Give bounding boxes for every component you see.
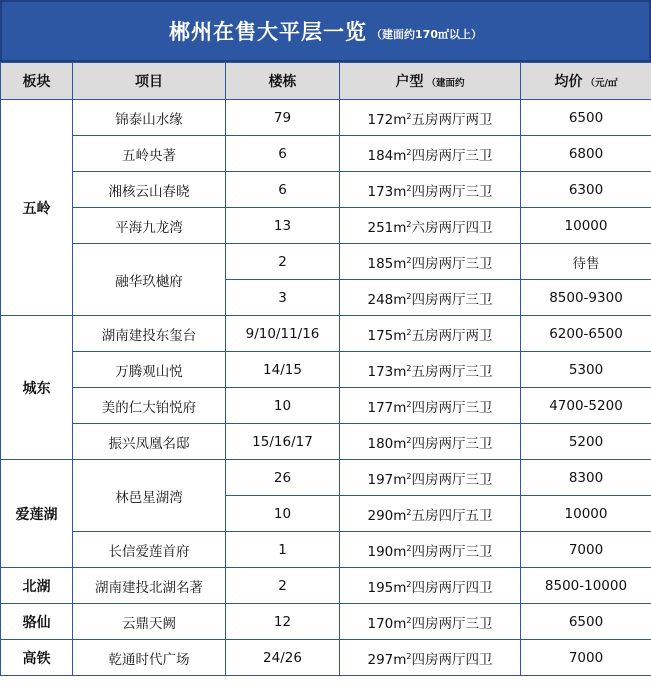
table-row [1,100,651,136]
building-cell: 14/15 [226,352,340,388]
area-unit: $m^2$ [393,651,412,668]
layout-cell [340,460,521,496]
building-cell: 13 [226,208,340,244]
building-cell: 9/10/11/16 [226,316,340,352]
price-cell: 7000 [521,532,651,568]
area-unit: $m^2$ [393,291,412,308]
area-unit: $m^2$ [393,543,412,560]
area-unit: $m^2$ [393,183,412,200]
layout-cell [340,244,521,280]
rooms-value: 四房两厅三卫 [411,399,493,416]
building-cell: 2 [226,568,340,604]
building-cell: 2 [226,244,340,280]
project-cell: 锦泰山水缘 [73,100,226,136]
layout-cell [340,316,521,352]
project-cell: 平海九龙湾 [73,208,226,244]
area-unit: $m^2$ [393,579,412,596]
area-value: 184 [367,147,394,164]
rooms-value: 四房两厅四卫 [411,651,493,668]
area-unit: $m^2$ [393,507,412,524]
area-unit: $m^2$ [393,399,412,416]
project-cell: 林邑星湖湾 [73,460,226,532]
project-cell: 万腾观山悦 [73,352,226,388]
table-row [1,424,651,460]
layout-cell [340,280,521,316]
price-cell: 5300 [521,352,651,388]
building-cell: 6 [226,172,340,208]
layout-cell [340,640,521,676]
area-value: 197 [367,471,394,488]
rooms-value: 五房两厅三卫 [411,363,493,380]
header-price-label: 均价 [554,74,583,90]
building-cell: 79 [226,100,340,136]
price-cell: 10000 [521,496,651,532]
header-layout [340,63,521,100]
area-value: 190 [367,543,394,560]
rooms-value: 四房两厅三卫 [411,255,493,272]
table-row [1,208,651,244]
building-cell: 1 [226,532,340,568]
table-row [1,460,651,496]
table-header-row [1,63,651,100]
project-cell: 湖南建投北湖名著 [73,568,226,604]
table-row [1,532,651,568]
title-bar [0,0,651,62]
area-value: 170 [367,615,394,632]
building-cell: 10 [226,496,340,532]
project-cell: 美的仁大铂悦府 [73,388,226,424]
rooms-value: 四房两厅四卫 [411,579,493,596]
area-value: 177 [367,399,394,416]
table-row [1,568,651,604]
price-cell: 8500-10000 [521,568,651,604]
header-price [521,63,651,100]
layout-cell [340,100,521,136]
area-unit: $m^2$ [393,219,412,236]
price-cell: 6200-6500 [521,316,651,352]
project-cell: 云鼎天阙 [73,604,226,640]
table-row [1,244,651,280]
area-unit: $m^2$ [393,327,412,344]
rooms-value: 六房两厅四卫 [411,219,493,236]
area-value: 172 [367,111,394,128]
header-region: 板块 [1,63,73,100]
listing-table [0,62,651,676]
rooms-value: 五房四厅五卫 [411,507,493,524]
layout-cell [340,604,521,640]
area-unit: $m^2$ [393,435,412,452]
page-title: 郴州在售大平层一览 [169,20,368,44]
table-row [1,604,651,640]
building-cell: 15/16/17 [226,424,340,460]
building-cell: 12 [226,604,340,640]
layout-cell [340,352,521,388]
layout-cell [340,208,521,244]
region-cell: 骆仙 [1,604,73,640]
price-cell: 6500 [521,100,651,136]
building-cell: 10 [226,388,340,424]
rooms-value: 四房两厅三卫 [411,435,493,452]
area-value: 175 [367,327,394,344]
layout-cell [340,136,521,172]
rooms-value: 四房两厅三卫 [411,291,493,308]
project-cell: 湘核云山春晓 [73,172,226,208]
price-cell: 8300 [521,460,651,496]
page-subtitle: （建面约170㎡以上） [371,28,482,41]
header-building: 楼栋 [226,63,340,100]
area-value: 251 [367,219,394,236]
rooms-value: 四房两厅三卫 [411,471,493,488]
area-value: 195 [367,579,394,596]
rooms-value: 五房两厅两卫 [411,111,493,128]
area-unit: $m^2$ [393,471,412,488]
price-cell: 8500-9300 [521,280,651,316]
region-cell: 爱莲湖 [1,460,73,568]
rooms-value: 四房两厅三卫 [411,615,493,632]
area-value: 185 [367,255,394,272]
rooms-value: 五房两厅两卫 [411,327,493,344]
price-cell: 待售 [521,244,651,280]
project-cell: 五岭央著 [73,136,226,172]
area-unit: $m^2$ [393,111,412,128]
header-layout-unit: （建面约 [426,78,465,89]
area-value: 297 [367,651,394,668]
price-cell: 4700-5200 [521,388,651,424]
layout-cell [340,532,521,568]
building-cell: 6 [226,136,340,172]
table-row [1,352,651,388]
table-row [1,640,651,676]
table-row [1,316,651,352]
layout-cell [340,496,521,532]
project-cell: 乾通时代广场 [73,640,226,676]
area-unit: $m^2$ [393,363,412,380]
region-cell: 高铁 [1,640,73,676]
building-cell: 3 [226,280,340,316]
layout-cell [340,424,521,460]
header-price-unit: （元/㎡ [585,78,618,89]
table-row [1,172,651,208]
building-cell: 26 [226,460,340,496]
area-unit: $m^2$ [393,255,412,272]
layout-cell [340,388,521,424]
project-cell: 振兴凤凰名邸 [73,424,226,460]
area-unit: $m^2$ [393,147,412,164]
building-cell: 24/26 [226,640,340,676]
region-cell: 北湖 [1,568,73,604]
project-cell: 湖南建投东玺台 [73,316,226,352]
header-project: 项目 [73,63,226,100]
area-value: 180 [367,435,394,452]
price-cell: 6800 [521,136,651,172]
project-cell: 融华玖樾府 [73,244,226,316]
area-value: 173 [367,183,394,200]
region-cell: 城东 [1,316,73,460]
project-cell: 长信爱莲首府 [73,532,226,568]
table-row [1,136,651,172]
rooms-value: 四房两厅三卫 [411,183,493,200]
table-row [1,388,651,424]
price-cell: 10000 [521,208,651,244]
layout-cell [340,172,521,208]
rooms-value: 四房两厅三卫 [411,147,493,164]
header-layout-label: 户型 [395,74,424,90]
area-unit: $m^2$ [393,615,412,632]
price-cell: 6500 [521,604,651,640]
area-value: 248 [367,291,394,308]
price-cell: 6300 [521,172,651,208]
region-cell: 五岭 [1,100,73,316]
rooms-value: 四房两厅三卫 [411,543,493,560]
price-cell: 7000 [521,640,651,676]
area-value: 173 [367,363,394,380]
layout-cell [340,568,521,604]
area-value: 290 [367,507,394,524]
price-cell: 5200 [521,424,651,460]
